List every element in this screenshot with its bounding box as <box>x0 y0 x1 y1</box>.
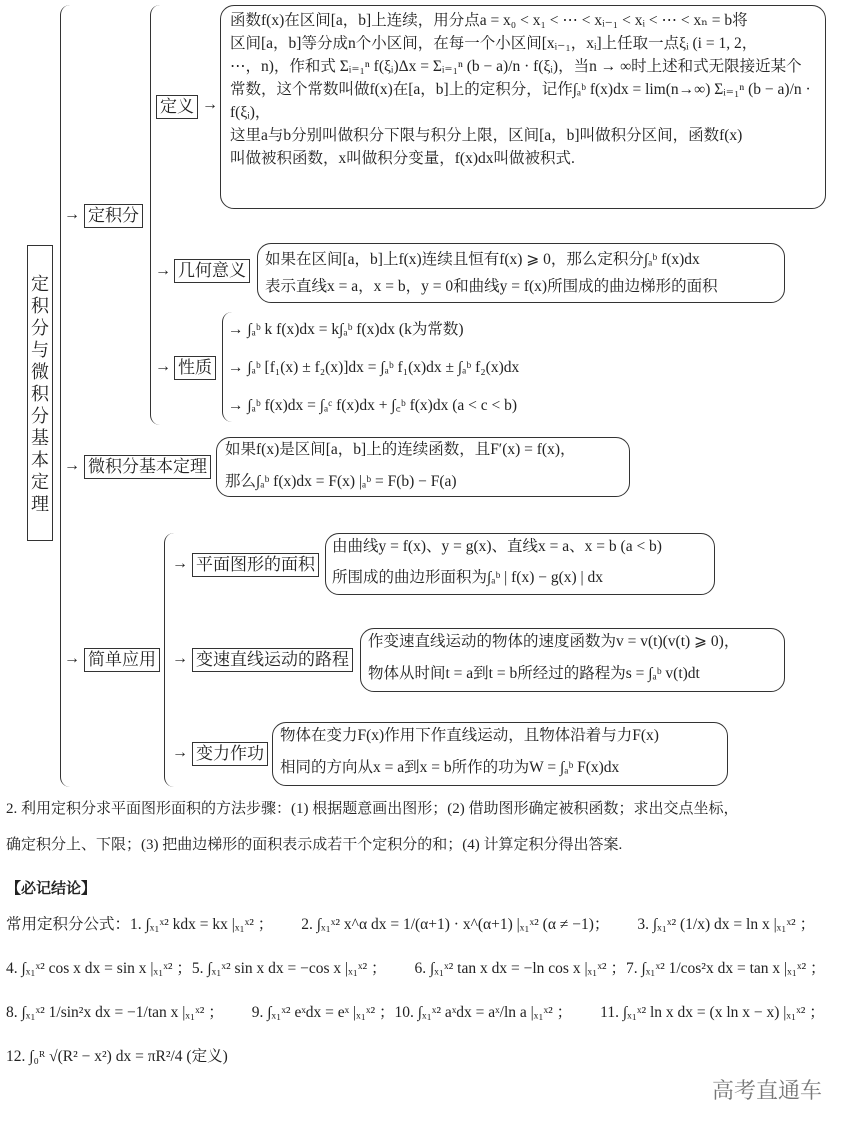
root-topic: 定积分与微积分基本定理 <box>27 245 53 541</box>
formula-row <box>6 1046 844 1068</box>
root-brace <box>60 5 70 787</box>
node-plane-area: 平面图形的面积 <box>192 553 319 577</box>
formula: 常用定积分公式：1. ∫ₓ₁ˣ² kdx = kx |ₓ₁ˣ² ； <box>6 916 274 933</box>
arrow: → <box>64 206 80 223</box>
arrow: → <box>155 262 171 279</box>
formula: 3. ∫ₓ₁ˣ² (1/x) dx = ln x |ₓ₁ˣ² ； <box>637 916 816 933</box>
formula-list <box>6 914 844 1090</box>
node-properties: 性质 <box>174 356 216 380</box>
arrow: → <box>155 358 171 375</box>
watermark: 高考直通车 <box>712 1079 823 1104</box>
text-line: 这里a与b分别叫做积分下限与积分上限，区间[a，b]叫做积分区间，函数f(x) <box>230 127 743 144</box>
node-applications: 简单应用 <box>84 648 160 672</box>
arrow: → <box>202 96 218 113</box>
node-variable-speed-path: 变速直线运动的路程 <box>192 648 353 672</box>
arrow: → <box>172 555 188 572</box>
text-line: 如果f(x)是区间[a，b]上的连续函数，且F′(x) = f(x)， <box>225 441 576 458</box>
method-paragraph <box>6 798 844 870</box>
arrow: → <box>64 457 80 474</box>
formula: 4. ∫ₓ₁ˣ² cos x dx = sin x |ₓ₁ˣ² ；5. ∫ₓ₁ˣ² sin x dx = −cos x |ₓ₁ˣ² ； <box>6 960 387 977</box>
text-line: → ∫ₐᵇ [f₁(x) ± f₂(x)]dx = ∫ₐᵇ f₁(x)dx ± ∫ₐᵇ f₂(x)dx <box>228 359 520 376</box>
formula-row <box>6 958 844 980</box>
formula: 9. ∫ₓ₁ˣ² eˣdx = eˣ |ₓ₁ˣ² ；10. ∫ₓ₁ˣ² aˣdx = aˣ/ln a |ₓ₁ˣ² ； <box>251 1004 573 1021</box>
formula: 6. ∫ₓ₁ˣ² tan x dx = −ln cos x |ₓ₁ˣ² ；7. ∫ₓ₁ˣ² 1/cos²x dx = tan x |ₓ₁ˣ² ； <box>414 960 826 977</box>
text-line: 由曲线y = f(x)、y = g(x)、直线x = a、x = b (a < b) <box>332 538 662 555</box>
node-definite-integral: 定积分 <box>84 204 143 228</box>
formula: 2. ∫ₓ₁ˣ² x^α dx = 1/(α+1) · x^(α+1) |ₓ₁ˣ² (α ≠ −1)； <box>301 916 610 933</box>
formula-row <box>6 914 844 936</box>
text-line: 物体从时间t = a到t = b所经过的路程为s = ∫ₐᵇ v(t)dt <box>368 665 700 682</box>
text-line: 区间[a，b]等分成n个小区间，在每一个小区间[xᵢ₋₁，xᵢ]上任取一点ξᵢ (i = 1, 2， <box>230 35 758 52</box>
text-line: 作变速直线运动的物体的速度函数为v = v(t)(v(t) ⩾ 0)， <box>368 633 740 650</box>
text-line: 表示直线x = a，x = b，y = 0和曲线y = f(x)所围成的曲边梯形的面积 <box>265 278 718 295</box>
node-fundamental-theorem: 微积分基本定理 <box>84 455 211 479</box>
text-line: 所围成的曲边形面积为∫ₐᵇ | f(x) − g(x) | dx <box>332 569 604 586</box>
conclusion-title: 【必记结论】 <box>6 879 97 897</box>
text-line: 叫做被积函数，x叫做积分变量，f(x)dx叫做被积式. <box>230 150 575 167</box>
text-line: 如果在区间[a，b]上f(x)连续且恒有f(x) ⩾ 0，那么定积分∫ₐᵇ f(x)dx <box>265 251 700 268</box>
arrow: → <box>64 650 80 667</box>
text-line: 函数f(x)在区间[a，b]上连续，用分点a = x₀ < x₁ < ⋯ < xᵢ₋₁ < xᵢ < ⋯ < xₙ = b将 <box>230 12 748 29</box>
arrow: → <box>172 744 188 761</box>
node-geometric-meaning: 几何意义 <box>174 259 250 283</box>
formula: 11. ∫ₓ₁ˣ² ln x dx = (x ln x − x) |ₓ₁ˣ² ； <box>600 1004 825 1021</box>
node-variable-force-work: 变力作功 <box>192 742 268 766</box>
text-line: 物体在变力F(x)作用下作直线运动，且物体沿着与力F(x) <box>280 727 659 744</box>
node-definition: 定义 <box>156 95 198 119</box>
text-line: → ∫ₐᵇ k f(x)dx = k∫ₐᵇ f(x)dx (k为常数) <box>228 321 464 338</box>
method-paragraph-line: 确定积分上、下限；(3) 把曲边梯形的面积表示成若干个定积分的和；(4) 计算定积分得出答案. <box>6 837 623 853</box>
arrow: → <box>172 650 188 667</box>
text-line: 相同的方向从x = a到x = b所作的功为W = ∫ₐᵇ F(x)dx <box>280 759 620 776</box>
method-paragraph-line: 2. 利用定积分求平面图形面积的方法步骤：(1) 根据题意画出图形；(2) 借助图形确定被积函数；求出交点坐标， <box>6 801 739 817</box>
definition-text <box>230 9 818 170</box>
formula-row <box>6 1002 844 1024</box>
text-line: → ∫ₐᵇ f(x)dx = ∫ₐᶜ f(x)dx + ∫꜀ᵇ f(x)dx (a < c < b) <box>228 397 518 414</box>
formula: 12. ∫₀ᴿ √(R² − x²) dx = πR²/4 (定义) <box>6 1048 228 1065</box>
text-line: ⋯，n)，作和式 Σᵢ₌₁ⁿ f(ξᵢ)Δx = Σᵢ₌₁ⁿ (b − a)/n · f(ξᵢ)，当n → ∞时上述和式无限接近某个 <box>230 58 802 75</box>
text-line: 常数，这个常数叫做f(x)在[a，b]上的定积分，记作∫ₐᵇ f(x)dx = lim(n→∞) Σᵢ₌₁ⁿ (b − a)/n · f(ξᵢ)， <box>230 81 811 121</box>
text-line: 那么∫ₐᵇ f(x)dx = F(x) |ₐᵇ = F(b) − F(a) <box>225 473 457 490</box>
formula: 8. ∫ₓ₁ˣ² 1/sin²x dx = −1/tan x |ₓ₁ˣ² ； <box>6 1004 224 1021</box>
